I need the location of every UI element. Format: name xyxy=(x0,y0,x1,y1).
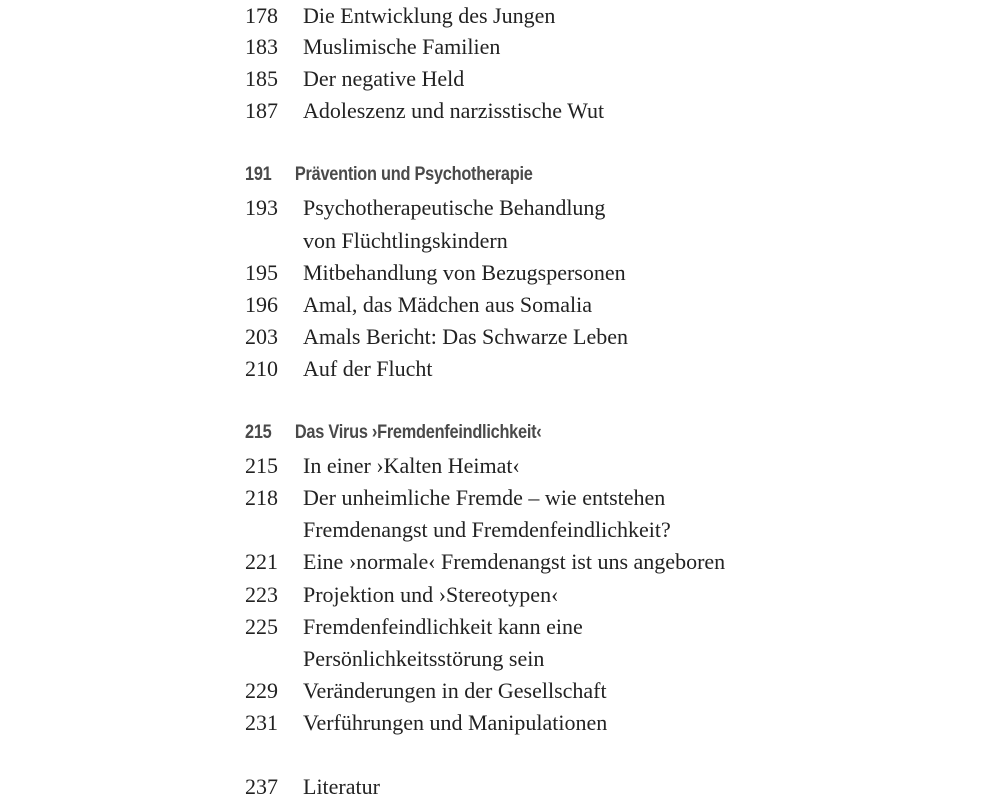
toc-entry xyxy=(0,482,1000,514)
toc-page-number: 218 xyxy=(245,485,278,510)
toc-entry xyxy=(0,707,1000,739)
toc-entry xyxy=(0,289,1000,321)
toc-entry-title: Der negative Held xyxy=(303,66,465,91)
toc-page-number: 187 xyxy=(245,98,278,123)
toc-entry xyxy=(0,321,1000,353)
toc-entry-title: Eine ›normale‹ Fremdenangst ist uns angeboren xyxy=(303,549,726,574)
toc-entry-title: Die Entwicklung des Jungen xyxy=(303,3,556,28)
toc-entry xyxy=(0,579,1000,611)
toc-page-number: 223 xyxy=(245,582,278,607)
toc-entry-title: Adoleszenz und narzisstische Wut xyxy=(303,98,605,123)
toc-page-number: 221 xyxy=(245,549,278,574)
toc-entry-title: Mitbehandlung von Bezugspersonen xyxy=(303,260,626,285)
toc-entry-title: Amal, das Mädchen aus Somalia xyxy=(303,292,592,317)
toc-entry xyxy=(0,257,1000,289)
toc-page-number: 225 xyxy=(245,614,278,639)
toc-entry xyxy=(0,675,1000,707)
toc-entry xyxy=(0,63,1000,95)
toc-entry-title: Fremdenfeindlichkeit kann eine xyxy=(303,614,583,639)
toc-entry xyxy=(0,0,1000,32)
toc-entry-title: Veränderungen in der Gesellschaft xyxy=(303,678,607,703)
toc-page-number: 215 xyxy=(245,453,278,478)
toc-page-number: 229 xyxy=(245,678,278,703)
toc-entry-title: Auf der Flucht xyxy=(303,356,433,381)
toc-page-number: 203 xyxy=(245,324,278,349)
toc-section-title: Prävention und Psychotherapie xyxy=(294,164,533,185)
toc-entry-title: In einer ›Kalten Heimat‹ xyxy=(303,453,520,478)
toc-page-number: 195 xyxy=(245,260,278,285)
toc-entry xyxy=(0,31,1000,63)
toc-page-number: 231 xyxy=(245,710,278,735)
toc-entry xyxy=(0,771,1000,803)
toc-entry-title: Persönlichkeitsstörung sein xyxy=(303,646,545,671)
toc-section-heading xyxy=(34,417,894,449)
toc-page-number: 193 xyxy=(245,195,278,220)
toc-entry-title: Fremdenangst und Fremdenfeindlichkeit? xyxy=(303,517,671,542)
toc-page-number: 215 xyxy=(245,422,272,443)
toc-entry xyxy=(0,546,1000,578)
toc-entry-title: Muslimische Familien xyxy=(303,34,501,59)
toc-entry-title: Psychotherapeutische Behandlung xyxy=(303,195,606,220)
toc-section-title: Das Virus ›Fremdenfeindlichkeit‹ xyxy=(294,422,542,443)
toc-entry-title: von Flüchtlingskindern xyxy=(303,228,508,253)
toc-section-heading xyxy=(34,159,894,191)
toc-entry-title: Amals Bericht: Das Schwarze Leben xyxy=(303,324,628,349)
toc-entry-title: Projektion und ›Stereotypen‹ xyxy=(303,582,559,607)
toc-entry xyxy=(0,192,1000,224)
toc-page-number: 183 xyxy=(245,34,278,59)
toc-entry xyxy=(0,611,1000,643)
toc-entry-title: Verführungen und Manipulationen xyxy=(303,710,608,735)
toc-entry-continuation xyxy=(0,225,1000,257)
toc-entry xyxy=(0,353,1000,385)
toc-entry-title: Literatur xyxy=(303,774,380,799)
toc-entry xyxy=(0,450,1000,482)
toc-page-number: 191 xyxy=(245,164,272,185)
toc-page-number: 210 xyxy=(245,356,278,381)
toc-page-number: 185 xyxy=(245,66,278,91)
toc-entry-continuation xyxy=(0,643,1000,675)
toc-entry xyxy=(0,95,1000,127)
toc-page-number: 196 xyxy=(245,292,278,317)
toc-entry-title: Der unheimliche Fremde – wie entstehen xyxy=(303,485,666,510)
toc-page-number: 178 xyxy=(245,3,278,28)
toc-entry-continuation xyxy=(0,514,1000,546)
toc-page-number: 237 xyxy=(245,774,278,799)
